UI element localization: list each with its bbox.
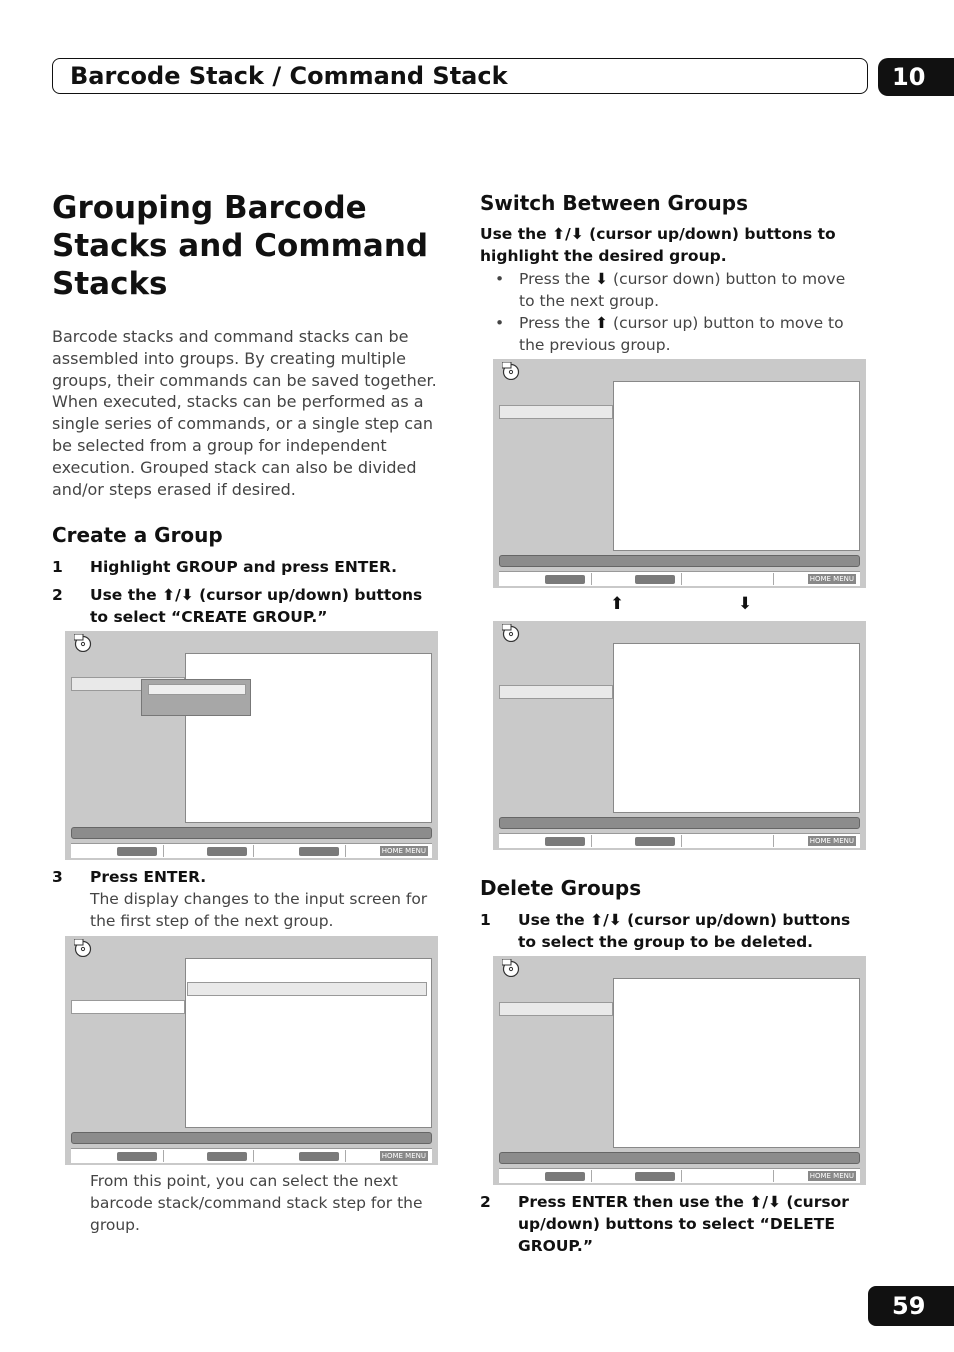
arrow-down-icon: ⬇ (738, 594, 753, 614)
delete-step-2 (480, 1191, 865, 1257)
page-number: 59 (868, 1286, 954, 1326)
step-text: Press ENTER then use the ⬆/⬇ (cursor up/down) buttons to select “DELETE GROUP.” (518, 1193, 849, 1255)
intro-paragraph: Barcode stacks and command stacks can be assembled into groups. By creating multiple groups, their commands can be saved together. When executed, stacks can be performed as a single series of commands, or a single step can be selected from a group for independent execution. Grouped stack can also be divided and/or steps erased if desired. (52, 327, 437, 499)
screen-create-group (65, 631, 438, 860)
screen-main-panel (613, 643, 860, 813)
step-number: 2 (480, 1193, 491, 1211)
bullet-text: Press the ⬆ (cursor up) button to move to the previous group. (519, 314, 844, 354)
page-title: Grouping Barcode Stacks and Command Stacks (52, 190, 429, 302)
step-text: Use the ⬆/⬇ (cursor up/down) buttons to select the group to be deleted. (518, 911, 851, 951)
function-button (207, 1152, 247, 1161)
popup-menu (141, 679, 251, 716)
button-row (71, 1148, 432, 1163)
function-button (635, 837, 675, 846)
status-bar (71, 1132, 432, 1144)
separator (253, 1150, 254, 1162)
move-button (545, 1172, 585, 1181)
step-number: 1 (52, 558, 63, 576)
chapter-number: 10 (878, 58, 954, 96)
group-highlight (499, 685, 613, 699)
home-menu-label: HOME MENU (381, 847, 426, 855)
home-menu-label: HOME MENU (809, 837, 854, 845)
create-step-3 (52, 866, 442, 888)
step-number: 2 (52, 586, 63, 604)
screen-delete-select (493, 956, 866, 1185)
step-3-detail: The display changes to the input screen for the first step of the next group. (90, 890, 428, 930)
button-row (71, 843, 432, 858)
create-group-heading: Create a Group (52, 523, 223, 547)
menu-item-group (71, 1000, 185, 1014)
status-bar (499, 817, 860, 829)
bullet: • (495, 314, 505, 332)
move-button (545, 575, 585, 584)
step-text: Press ENTER. (90, 868, 207, 886)
delete-groups-heading: Delete Groups (480, 876, 642, 900)
function-button (299, 1152, 339, 1161)
button-row (499, 1168, 860, 1183)
separator (345, 845, 346, 857)
status-bar (71, 827, 432, 839)
separator (773, 573, 774, 585)
status-bar (499, 1152, 860, 1164)
screen-input (65, 936, 438, 1165)
disc-icon (502, 362, 520, 380)
separator (253, 845, 254, 857)
disc-icon (74, 634, 92, 652)
separator (681, 1170, 682, 1182)
separator (163, 845, 164, 857)
arrow-down-icon: ⬇ (180, 586, 194, 604)
separator (591, 1170, 592, 1182)
home-menu-label: HOME MENU (381, 1152, 426, 1160)
move-button (117, 1152, 157, 1161)
popup-item-create-group (148, 684, 246, 695)
create-step-2 (52, 584, 442, 628)
button-row (499, 571, 860, 586)
arrow-up-icon: ⬆ (162, 586, 176, 604)
separator (681, 835, 682, 847)
arrow-up-icon: ⬆ (749, 1193, 763, 1211)
bullet: • (495, 270, 505, 288)
step-text: Highlight GROUP and press ENTER. (90, 558, 398, 576)
switch-lead: Use the ⬆/⬇ (cursor up/down) buttons to highlight the desired group. (480, 225, 836, 265)
disc-icon (502, 624, 520, 642)
function-button (635, 1172, 675, 1181)
function-button (299, 847, 339, 856)
screen-main-panel (613, 381, 860, 551)
function-button (635, 575, 675, 584)
arrow-down-icon: ⬇ (768, 1193, 781, 1211)
arrow-up-icon: ⬆ (590, 911, 604, 929)
switch-bullet-1 (495, 268, 865, 312)
move-button (117, 847, 157, 856)
arrow-up-icon: ⬆ (552, 225, 566, 243)
disc-icon (502, 959, 520, 977)
separator (163, 1150, 164, 1162)
separator (591, 573, 592, 585)
separator (591, 835, 592, 847)
screen-group-a (493, 359, 866, 588)
create-step-1 (52, 556, 442, 578)
after-create-paragraph: From this point, you can select the next barcode stack/command stack step for the group. (90, 1172, 423, 1234)
step-number: 3 (52, 868, 63, 886)
arrow-down-icon: ⬇ (595, 270, 609, 288)
status-bar (499, 555, 860, 567)
function-button (207, 847, 247, 856)
arrow-up-icon: ⬆ (595, 314, 609, 332)
input-row-highlight (187, 982, 427, 996)
home-menu-label: HOME MENU (809, 1172, 854, 1180)
separator (345, 1150, 346, 1162)
group-highlight (499, 405, 613, 419)
arrow-down-icon: ⬇ (570, 225, 584, 243)
bullet-text: Press the ⬇ (cursor down) button to move to the next group. (519, 270, 846, 310)
group-highlight (499, 1002, 613, 1016)
arrow-down-icon: ⬇ (608, 911, 622, 929)
switch-bullet-2 (495, 312, 865, 356)
step-number: 1 (480, 911, 491, 929)
switch-groups-heading: Switch Between Groups (480, 191, 749, 215)
button-row (499, 833, 860, 848)
delete-step-1 (480, 909, 865, 953)
step-text: Use the ⬆/⬇ (cursor up/down) buttons to select “CREATE GROUP.” (90, 586, 423, 626)
section-title: Barcode Stack / Command Stack (70, 62, 508, 90)
screen-group-b (493, 621, 866, 850)
disc-icon (74, 939, 92, 957)
screen-main-panel (613, 978, 860, 1148)
home-menu-label: HOME MENU (809, 575, 854, 583)
arrow-up-icon: ⬆ (610, 594, 625, 614)
move-button (545, 837, 585, 846)
separator (681, 573, 682, 585)
separator (773, 835, 774, 847)
separator (773, 1170, 774, 1182)
